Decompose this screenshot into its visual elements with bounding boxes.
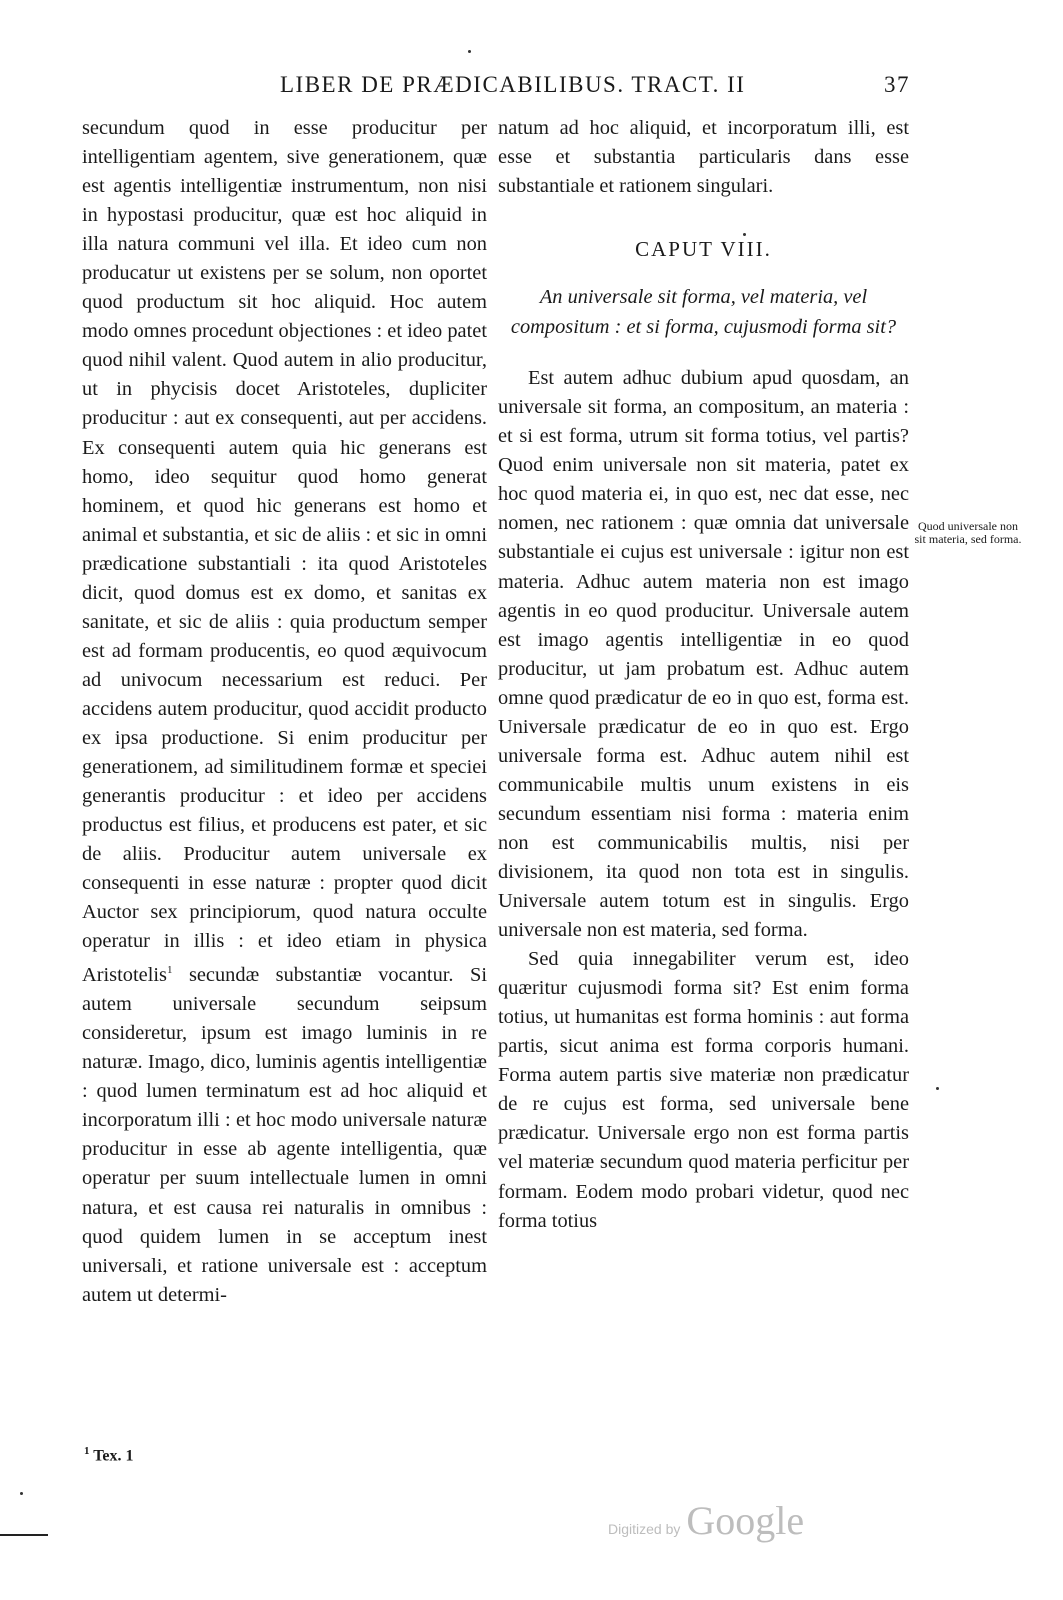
- speck-dot: [468, 50, 471, 53]
- paragraph-1: Est autem adhuc dubium apud quosdam, an universale sit forma, an compositum, an materia : et si est forma, utrum sit forma totius, vel partis? Quod enim universale non sit materia, patet ex hoc quod materia ei, in quo est, nec dat esse, nec nomen, nec rationem : quæ omnia dat universale substantiale ei cujus est universale : igitur non est materia. Adhuc autem materia non est imago agentis in eo quod producitur. Universale autem est imago agentis intelligentiæ in eo quod producitur, ut jam probatum est. Adhuc autem omne quod prædicatur de eo in quo est, forma est. Universale prædicatur de eo in quo est. Ergo universale forma est. Adhuc autem nihil est communicabile multis unum existens in eis secundum essentiam nisi forma : materia enim non est communicabilis multis, nisi per divisionem, ita quod non tota est in singulis. Universale autem totum est in singulis. Ergo universale non est materia, sed forma.: [498, 367, 909, 942]
- marginal-note: Quod universale non sit materia, sed forma.: [914, 519, 1022, 546]
- right-continuation-text: natum ad hoc aliquid, et incorporatum illi, est esse et substantia particularis dans esse substantiale et rationem singulari.: [498, 117, 909, 198]
- speck-dot: [936, 1087, 939, 1090]
- speck-dot: [743, 233, 746, 236]
- footnote: [84, 1445, 134, 1465]
- page-number: 37: [884, 72, 910, 97]
- digitized-watermark: [608, 1497, 804, 1544]
- paragraph-2: Sed quia innegabiliter verum est, ideo quæritur cujusmodi forma sit? Est enim forma totius, ut humanitas est forma hominis : aut forma partis, sicut anima est forma corporis humani. Forma autem partis sive materiæ non prædicatur de re cujus est forma, sed universale bene prædicatur. Universale ergo non est forma partis vel materiæ secundum quod materia perficitur per formam. Eodem modo probari videtur, quod nec forma totius: [498, 948, 909, 1232]
- left-text-part1: secundum quod in esse producitur per intelligentiam agentem, sive generationem, quæ est agentis intelligentiæ instrumentum, non nisi in hypostasi producitur, quæ est hoc aliquid in illa natura communi vel illa. Et ideo cum non producatur ut existens per se solum, non oportet quod productum sit hoc aliquid. Hoc autem modo omnes procedunt objectiones : et ideo patet quod nihil valent. Quod autem in alio producitur, ut in phycisis docet Aristoteles, dupliciter producitur : aut ex consequenti, aut per accidens. Ex consequenti autem quia hic generans est homo, ideo sequitur quod homo generat hominem, et quod hic generans est homo et animal et substantia, et sic de aliis : et sic in omni prædicatione substantiali : ita quod Aristoteles dicit, quod domus est ex domo, et sanitas ex sanitate, et sic de aliis : quia productum semper est ad formam producentis, eo quod æquivocum ad univocum necessarium est reduci. Per accidens autem producitur, quod accidit producto ex ipsa productione. Si enim producitur per generationem, ad similitudinem formæ et speciei generantis producitur : et ideo per accidens productus est filius, et producens est pater, et sic de aliis. Producitur autem universale ex consequenti in esse naturæ : propter quod dicit Auctor sex principiorum, quod natura occulte operatur in illis : et ideo etiam in physica Aristotelis: [82, 117, 487, 987]
- right-column: [498, 114, 909, 1236]
- running-title: LIBER DE PRÆDICABILIBUS. TRACT. II: [280, 72, 746, 97]
- speck-dot: [20, 1492, 23, 1495]
- running-head: [280, 72, 910, 98]
- chapter-subtitle: An universale sit forma, vel materia, vel compositum : et si forma, cujusmodi forma sit?: [510, 286, 897, 339]
- google-logo: Google: [686, 1498, 805, 1543]
- left-column-text: [82, 114, 487, 1310]
- watermark-prefix: Digitized by: [608, 1521, 681, 1537]
- left-text-part2: secundæ substantiæ vocantur. Si autem universale secundum seipsum consideretur, ipsum est imago luminis in re naturæ. Imago, dico, luminis agentis intelligentiæ : quod lumen terminatum est ad hoc aliquid et incorporatum illi : et hoc modo universale naturæ producitur in esse ab agente intelligentia, quæ operatur per suum intellectuale lumen in omni natura, et est causa rei naturalis in omnibus : quod quidem lumen in se acceptum inest universali, et ratione universale est : acceptum autem ut determi-: [82, 964, 487, 1306]
- footnote-reference[interactable]: 1: [166, 964, 173, 977]
- footnote-marker: 1: [84, 1445, 90, 1457]
- margin-rule: [0, 1534, 48, 1536]
- footnote-text: Tex. 1: [93, 1447, 134, 1465]
- left-column: [82, 114, 487, 1310]
- chapter-title: CAPUT VIII.: [635, 237, 772, 262]
